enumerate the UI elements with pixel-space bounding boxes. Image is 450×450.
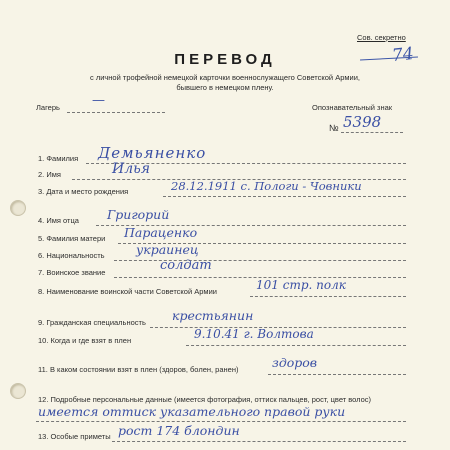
field-civil-specialty-label: 9. Гражданская специальность (38, 318, 146, 327)
field-capture-label: 10. Когда и где взят в плен (38, 336, 132, 345)
camp-line (67, 112, 165, 113)
field-rank-label: 7. Воинское звание (38, 268, 106, 277)
document-subtitle (0, 73, 450, 93)
field-personal-data-label: 12. Подробные персональные данные (имеется фотография, оттиск пальцев, рост, цвет волос) (38, 395, 372, 404)
field-personal-data-value: имеется оттиск указательного правой руки (38, 404, 346, 419)
field-name-value: Илья (112, 161, 151, 177)
field-nationality-value: украинец (136, 242, 199, 257)
subtitle-line-1: с личной трофейной немецкой карточки военнослужащего Советской Армии, (89, 73, 361, 82)
id-tag-value: 5398 (343, 113, 382, 131)
subtitle-line-2: бывшего в немецком плену. (176, 83, 274, 92)
archive-number: 74 (391, 43, 415, 67)
classification-stamp: Сов. секретно (357, 33, 406, 42)
field-capture-value: 9.10.41 г. Волтова (194, 327, 314, 341)
camp-label: Лагерь (36, 103, 60, 112)
field-marks-value: рост 174 блондин (118, 423, 240, 438)
field-nationality-label: 6. Национальность (38, 251, 105, 260)
field-birth-label: 3. Дата и место рождения (38, 187, 129, 196)
field-nationality-line (114, 260, 406, 261)
field-surname-value: Демьяненко (98, 144, 207, 162)
field-birth-value: 28.12.1911 с. Пологи - Човники (171, 179, 362, 193)
field-unit-label: 8. Наименование воинской части Советской Армии (38, 287, 217, 296)
field-rank-value: солдат (160, 258, 212, 273)
field-mother-label: 5. Фамилия матери (38, 234, 106, 243)
field-unit-value: 101 стр. полк (256, 278, 346, 292)
field-surname-label: 1. Фамилия (38, 154, 79, 163)
field-name-label: 2. Имя (38, 170, 61, 179)
camp-value: — (92, 93, 105, 108)
field-father-value: Григорий (107, 207, 170, 222)
field-capture-line (186, 345, 406, 346)
field-birth-line (163, 196, 406, 197)
field-civil-specialty-value: крестьянин (172, 308, 254, 323)
id-tag-line (341, 132, 403, 133)
field-condition-line (268, 374, 406, 375)
punch-hole-bottom (10, 383, 26, 399)
field-mother-value: Параценко (124, 225, 198, 240)
id-tag-prefix: № (329, 123, 339, 133)
field-condition-label: 11. В каком состоянии взят в плен (здоров, болен, ранен) (38, 365, 239, 374)
id-tag-label: Опознавательный знак (312, 103, 393, 112)
punch-hole-top (10, 200, 26, 216)
field-personal-data-line (36, 421, 406, 422)
field-father-label: 4. Имя отца (38, 216, 79, 225)
field-unit-line (250, 296, 406, 297)
document-title: ПЕРЕВОД (174, 51, 276, 68)
field-marks-label: 13. Особые приметы (38, 432, 111, 441)
field-condition-value: здоров (272, 355, 318, 370)
field-marks-line (112, 441, 406, 442)
